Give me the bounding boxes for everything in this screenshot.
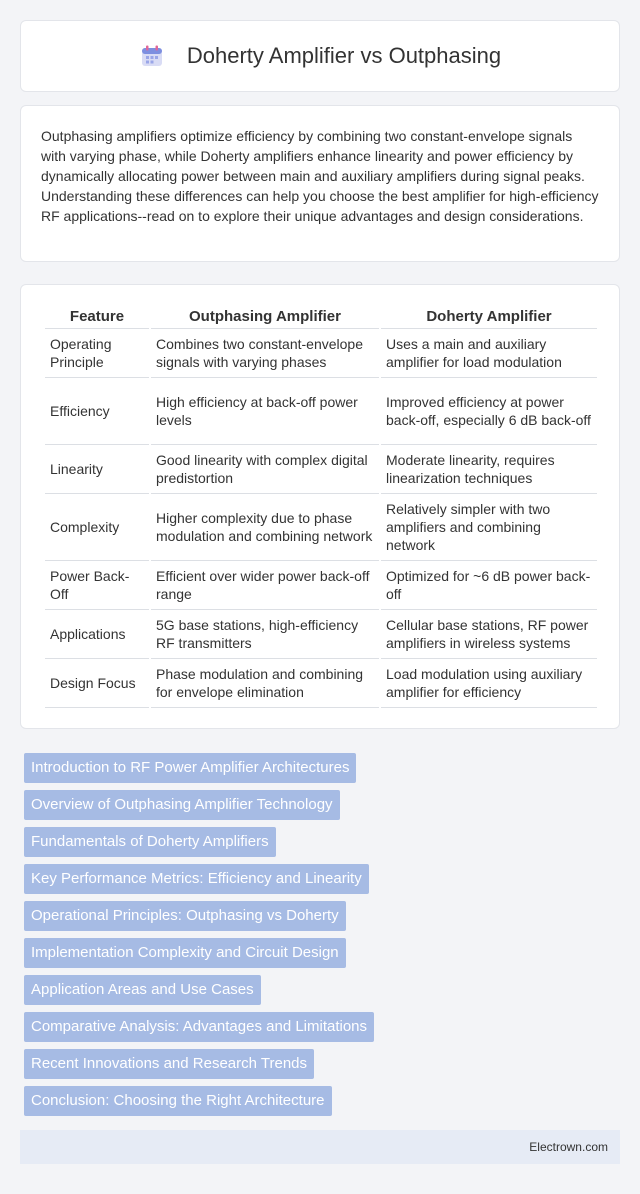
cell-doherty: Uses a main and auxiliary amplifier for load modulation [381, 329, 597, 378]
cell-feature: Operating Principle [45, 329, 149, 378]
header-feature: Feature [45, 305, 149, 329]
header-doherty: Doherty Amplifier [381, 305, 597, 329]
cell-feature: Linearity [45, 445, 149, 494]
cell-feature: Applications [45, 610, 149, 659]
cell-feature: Complexity [45, 494, 149, 561]
cell-outphasing: Efficient over wider power back-off range [151, 561, 379, 610]
table-header-row [45, 305, 597, 329]
table-row [45, 561, 597, 610]
topic-link[interactable]: Overview of Outphasing Amplifier Technology [24, 790, 340, 820]
intro-card [20, 105, 620, 262]
comparison-table-card [20, 284, 620, 729]
header-outphasing: Outphasing Amplifier [151, 305, 379, 329]
table-row [45, 329, 597, 378]
calendar-icon [139, 43, 165, 69]
table-row [45, 659, 597, 708]
table-row [45, 378, 597, 445]
cell-doherty: Optimized for ~6 dB power back-off [381, 561, 597, 610]
topic-link[interactable]: Key Performance Metrics: Efficiency and Linearity [24, 864, 369, 894]
cell-doherty: Cellular base stations, RF power amplifiers in wireless systems [381, 610, 597, 659]
header-card [20, 20, 620, 92]
cell-doherty: Load modulation using auxiliary amplifier for efficiency [381, 659, 597, 708]
topic-link[interactable]: Fundamentals of Doherty Amplifiers [24, 827, 276, 857]
topic-link[interactable]: Implementation Complexity and Circuit Design [24, 938, 346, 968]
cell-outphasing: High efficiency at back-off power levels [151, 378, 379, 445]
topic-link[interactable]: Recent Innovations and Research Trends [24, 1049, 314, 1079]
table-row [45, 445, 597, 494]
cell-doherty: Relatively simpler with two amplifiers and combining network [381, 494, 597, 561]
cell-feature: Design Focus [45, 659, 149, 708]
cell-outphasing: Higher complexity due to phase modulation and combining network [151, 494, 379, 561]
topic-link[interactable]: Operational Principles: Outphasing vs Doherty [24, 901, 346, 931]
topic-link[interactable]: Conclusion: Choosing the Right Architecture [24, 1086, 332, 1116]
footer [20, 1130, 620, 1164]
topic-link[interactable]: Comparative Analysis: Advantages and Limitations [24, 1012, 374, 1042]
cell-feature: Power Back-Off [45, 561, 149, 610]
cell-doherty: Improved efficiency at power back-off, especially 6 dB back-off [381, 378, 597, 445]
intro-text: Outphasing amplifiers optimize efficiency by combining two constant-envelope signals with varying phase, while Doherty amplifiers enhance linearity and power efficiency by dynamically allocating power between main and auxiliary amplifiers during signal peaks. Understanding these differences can help you choose the best amplifier for high-efficiency RF applications--read on to explore their unique advantages and design considerations. [41, 128, 599, 224]
topic-link[interactable]: Application Areas and Use Cases [24, 975, 261, 1005]
cell-outphasing: 5G base stations, high-efficiency RF transmitters [151, 610, 379, 659]
topic-list [24, 753, 624, 1123]
cell-outphasing: Combines two constant-envelope signals with varying phases [151, 329, 379, 378]
table-row [45, 610, 597, 659]
table-row [45, 494, 597, 561]
footer-site-name: Electrown.com [529, 1140, 608, 1154]
cell-outphasing: Phase modulation and combining for envelope elimination [151, 659, 379, 708]
topic-link[interactable]: Introduction to RF Power Amplifier Architectures [24, 753, 356, 783]
cell-outphasing: Good linearity with complex digital predistortion [151, 445, 379, 494]
cell-feature: Efficiency [45, 378, 149, 445]
comparison-table [43, 305, 599, 708]
cell-doherty: Moderate linearity, requires linearization techniques [381, 445, 597, 494]
page-title: Doherty Amplifier vs Outphasing [186, 43, 502, 68]
